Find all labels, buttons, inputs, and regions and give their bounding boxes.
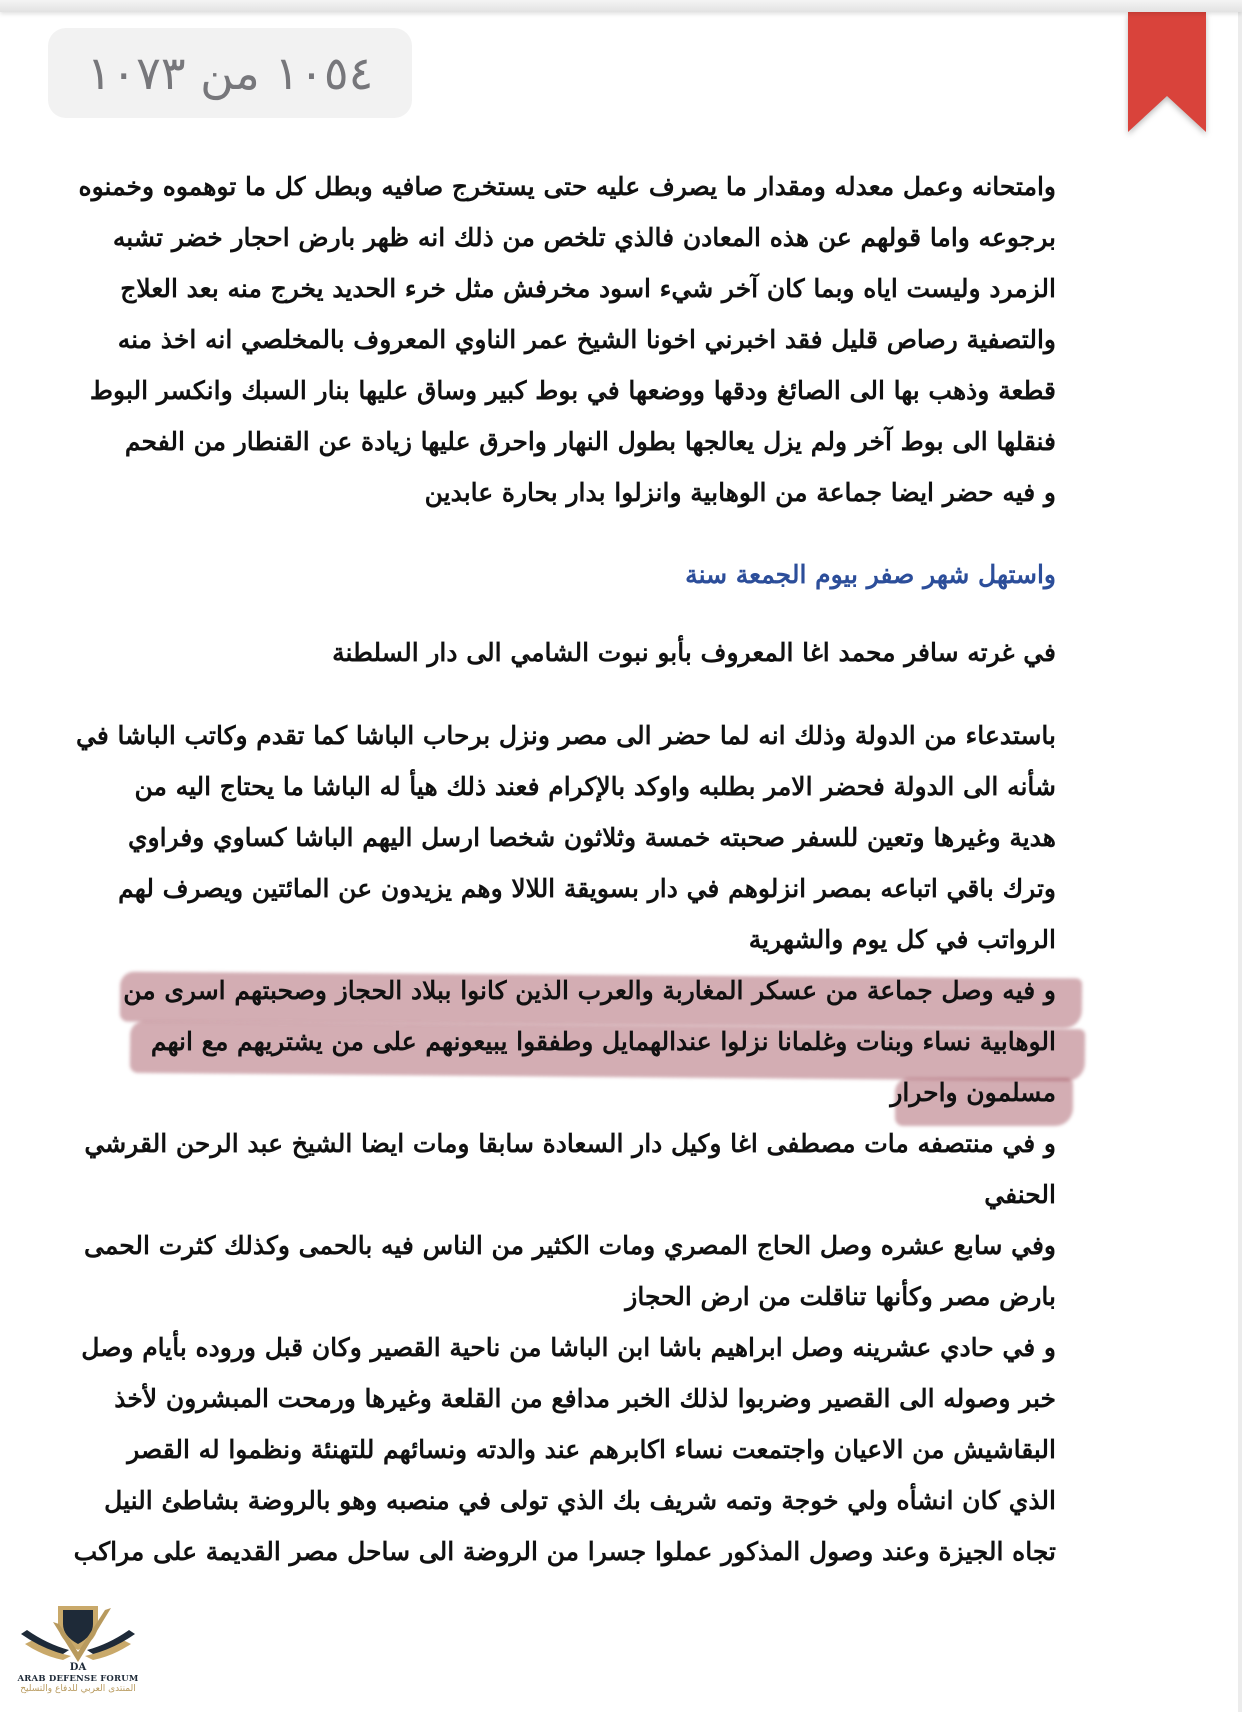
text-line: في غرته سافر محمد اغا المعروف بأبو نبوت الشامي الى دار السلطنة (332, 638, 1056, 667)
text-line: تجاه الجيزة وعند وصول المذكور عملوا جسرا من الروضة الى ساحل مصر القديمة على مراكب (73, 1537, 1056, 1566)
text-line: برجوعه واما قولهم عن هذه المعادن فالذي تلخص من ذلك انه ظهر بارض احجار خضر تشبه (112, 223, 1056, 252)
text-line: هدية وغيرها وتعين للسفر صحبته خمسة وثلاثون شخصا ارسل اليهم الباشا كساوي وفراوي (127, 823, 1056, 852)
text-line: خبر وصوله الى القصير وضربوا لذلك الخبر مدافع من القلعة وغيرها ورمحت المبشرون لأخذ (114, 1384, 1056, 1413)
logo-name-ar: المنتدى العربي للدفاع والتسليح (20, 1684, 136, 1694)
text-line: و في منتصفه مات مصطفى اغا وكيل دار السعادة سابقا ومات ايضا الشيخ عبد الرحن القرشي (84, 1129, 1056, 1158)
highlighted-line: و فيه وصل جماعة من عسكر المغاربة والعرب الذين كانوا ببلاد الحجاز وصحبتهم اسرى من (123, 976, 1056, 1005)
scrollbar-track[interactable] (1238, 12, 1242, 1712)
text-line: وامتحانه وعمل معدله ومقدار ما يصرف عليه حتى يستخرج صافيه وبطل كل ما توهموه وخمنوه (78, 172, 1056, 201)
shield-wings-icon (13, 1600, 143, 1672)
text-line: الذي كان انشأه ولي خوجة وتمه شريف بك الذي تولى في منصبه وهو بالروضة بشاطئ النيل (104, 1486, 1056, 1515)
bookmark-shape (1128, 12, 1206, 132)
page-counter-text: ١٠٥٤ من ١٠٧٣ (86, 46, 374, 100)
text-line: فنقلها الى بوط آخر ولم يزل يعالجها بطول النهار واحرق عليها زيادة عن القنطار من الفحم (124, 427, 1056, 456)
text-line: الزمرد وليست اياه وبما كان آخر شيء اسود مخرفش مثل خرء الحديد يخرج منه بعد العلاج (120, 274, 1056, 303)
logo-monogram: DA (69, 1662, 87, 1672)
highlighted-line: الوهابية نساء وبنات وغلمانا نزلوا عندالهمايل وطفقوا يبيعونهم على من يشتريهم مع انهم (150, 1027, 1056, 1056)
watermark-logo (8, 1600, 148, 1708)
logo-name-en: ARAB DEFENSE FORUM (17, 1674, 139, 1684)
text-line: و في حادي عشرينه وصل ابراهيم باشا ابن الباشا من ناحية القصير وكان قبل وروده بأيام وصل (81, 1333, 1056, 1362)
text-line: قطعة وذهب بها الى الصائغ ودقها ووضعها في بوط كبير وساق عليها بنار السبك وانكسر البوط (89, 376, 1056, 405)
top-toolbar-edge (0, 0, 1242, 12)
text-line: وترك باقي اتباعه بمصر انزلوهم في دار بسويقة اللالا وهم يزيدون عن المائتين ويصرف لهم (118, 874, 1056, 903)
book-text (73, 162, 1056, 1566)
text-line: وفي سابع عشره وصل الحاج المصري ومات الكثير من الناس فيه بالحمى وكذلك كثرت الحمى (84, 1231, 1056, 1260)
page-counter-badge (48, 28, 412, 118)
text-line: الرواتب في كل يوم والشهرية (748, 925, 1056, 954)
highlighted-line: مسلمون واحرار (890, 1078, 1056, 1107)
text-line: و فيه حضر ايضا جماعة من الوهابية وانزلوا بدار بحارة عابدين (424, 478, 1056, 507)
text-line: والتصفية رصاص قليل فقد اخبرني اخونا الشيخ عمر الناوي المعروف بالمخلصي انه اخذ منه (117, 325, 1056, 354)
bookmark-ribbon-icon[interactable] (1128, 12, 1206, 132)
text-line: شأنه الى الدولة فحضر الامر بطلبه واوكد بالإكرام فعند ذلك هيأ له الباشا ما يحتاج اليه من (134, 772, 1056, 801)
section-heading: واستهل شهر صفر بيوم الجمعة سنة (685, 560, 1056, 589)
text-line: البقاشيش من الاعيان واجتمعت نساء اكابرهم عند والدته ونسائهم للتهنئة ونظموا له القصر (127, 1435, 1056, 1464)
text-line: باستدعاء من الدولة وذلك انه لما حضر الى مصر ونزل برحاب الباشا كما تقدم وكاتب الباشا في (75, 721, 1056, 750)
text-line: الحنفي (984, 1180, 1056, 1209)
text-line: بارض مصر وكأنها تناقلت من ارض الحجاز (625, 1282, 1056, 1311)
